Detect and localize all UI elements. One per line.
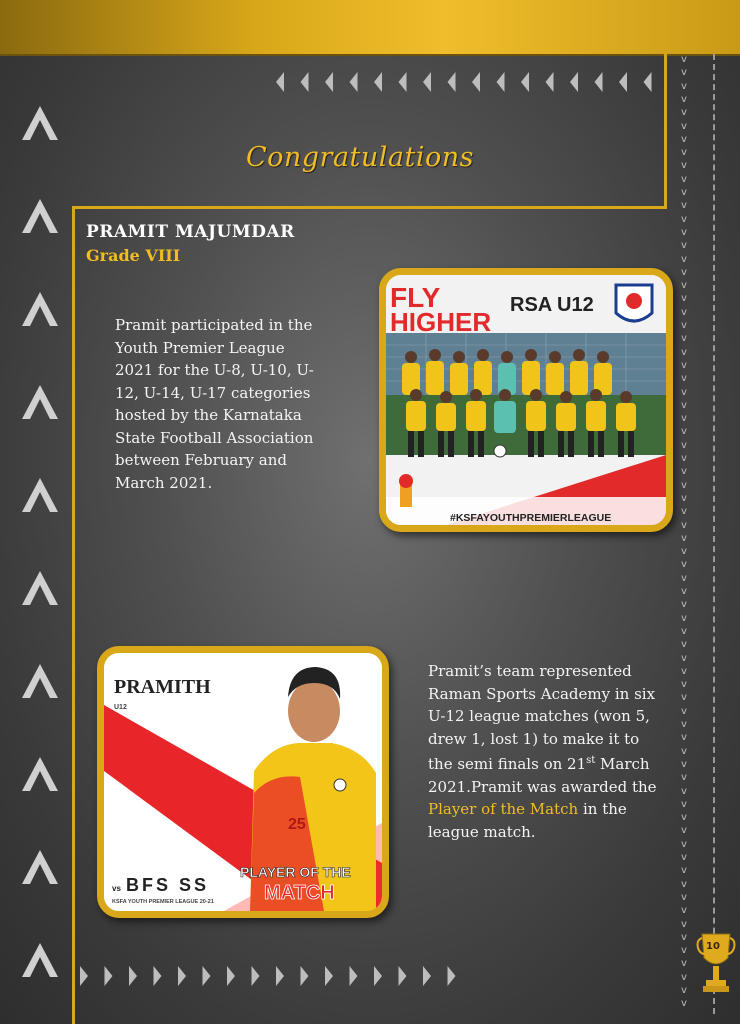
- down-chevron-icon: v: [681, 120, 687, 132]
- left-triangle-icon: [350, 72, 358, 92]
- left-triangle-icon: [619, 72, 627, 92]
- up-chevron-icon: [18, 751, 62, 795]
- down-chevron-icon: v: [681, 173, 687, 185]
- team-photo-image: [386, 275, 666, 525]
- left-triangle-icon: [546, 72, 554, 92]
- down-chevron-icon: v: [681, 320, 687, 331]
- down-chevron-icon: v: [681, 705, 687, 717]
- down-chevron-icon: v: [681, 413, 687, 425]
- down-chevron-icon: v: [681, 958, 687, 970]
- jersey-number: 25: [288, 816, 306, 833]
- down-chevron-icon: v: [681, 931, 687, 943]
- photo2-award-line-2: MATCH: [264, 882, 335, 904]
- down-chevron-icon: v: [681, 639, 687, 651]
- down-chevron-icon: v: [681, 293, 687, 305]
- right-triangle-icon: [154, 966, 162, 986]
- frame-line-top-vertical: [664, 54, 667, 208]
- left-triangle-icon: [644, 72, 652, 92]
- down-chevron-icon: v: [681, 359, 687, 371]
- club-crest-icon: [616, 285, 652, 321]
- left-triangle-icon: [423, 72, 431, 92]
- down-chevron-icon: v: [681, 852, 687, 863]
- page-number: 10: [706, 941, 720, 952]
- left-triangle-icon: [399, 72, 407, 92]
- down-chevron-icon: v: [681, 453, 687, 464]
- down-chevron-icon: v: [681, 772, 687, 784]
- down-chevron-icon: v: [681, 426, 687, 438]
- left-triangle-icon: [472, 72, 480, 92]
- down-chevron-icon: v: [681, 905, 687, 917]
- down-chevron-icon: v: [681, 785, 687, 797]
- down-chevron-icon: v: [681, 546, 687, 558]
- down-chevron-icon: v: [681, 213, 687, 225]
- down-chevron-icon: v: [681, 559, 687, 571]
- down-chevron-icon: v: [681, 652, 687, 664]
- right-triangle-icon: [276, 966, 284, 986]
- down-chevron-icon: v: [681, 665, 687, 677]
- down-chevron-icon: v: [681, 612, 687, 624]
- left-triangle-icon: [276, 72, 284, 92]
- frame-line-top-horizontal: [72, 206, 667, 209]
- left-triangle-icon: [521, 72, 529, 92]
- photo1-headline-2: HIGHER: [390, 307, 492, 337]
- down-chevron-icon: v: [681, 240, 687, 252]
- down-chevron-icon: v: [681, 732, 687, 744]
- right-triangle-icon: [227, 966, 235, 986]
- down-chevron-icon: v: [681, 280, 687, 292]
- down-chevron-icon: v: [681, 825, 687, 837]
- photo2-award-line-1: PLAYER OF THE: [240, 864, 351, 880]
- right-triangle-icon: [399, 966, 407, 986]
- up-chevron-icon: [18, 844, 62, 888]
- left-triangle-icon: [570, 72, 578, 92]
- right-dashed-line: [713, 54, 715, 1014]
- down-chevron-icon: v: [681, 679, 687, 691]
- player-of-match-highlight: Player of the Match: [428, 800, 579, 818]
- down-chevron-icon: v: [681, 187, 687, 198]
- down-chevron-icon: v: [681, 253, 687, 265]
- photo2-league: KSFA YOUTH PREMIER LEAGUE 20-21: [112, 899, 214, 905]
- down-chevron-icon: v: [681, 692, 687, 704]
- paragraph-achievement-text-1: Pramit’s team represented Raman Sports Academy in six U-12 league matches (won 5, drew 1, lost 1) to make it to the semi finals on 21: [428, 662, 656, 773]
- down-chevron-icon: v: [681, 466, 687, 478]
- right-triangle-icon: [105, 966, 113, 986]
- down-chevron-icon: v: [681, 532, 687, 544]
- down-chevron-icon: v: [681, 399, 687, 411]
- down-chevron-icon: v: [681, 758, 687, 770]
- photo2-age-group: U12: [114, 704, 127, 711]
- left-triangle-icon: [595, 72, 603, 92]
- student-grade: Grade VIII: [86, 246, 181, 265]
- left-triangle-icon: [325, 72, 333, 92]
- right-triangle-icon: [178, 966, 186, 986]
- team-photo: [379, 268, 673, 532]
- paragraph-achievement-text-3: in the league match.: [428, 800, 627, 841]
- down-chevron-icon: v: [681, 891, 687, 903]
- paragraph-achievement-text-2: March 2021.Pramit was awarded the: [428, 755, 657, 796]
- down-chevron-icon: v: [681, 200, 687, 212]
- down-chevron-icon: v: [681, 133, 687, 145]
- top-banner: [0, 0, 740, 56]
- right-triangle-icon: [203, 966, 211, 986]
- down-chevron-icon: v: [681, 985, 687, 996]
- down-chevron-icon: v: [681, 878, 687, 890]
- up-chevron-icon: [18, 286, 62, 330]
- right-triangle-icon: [374, 966, 382, 986]
- down-chevron-icon: v: [681, 865, 687, 877]
- right-triangle-icon: [423, 966, 431, 986]
- right-chevron-column: [678, 54, 694, 1014]
- photo2-player-name: PRAMITH: [114, 676, 211, 698]
- down-chevron-icon: v: [681, 386, 687, 398]
- paragraph-participation: Pramit participated in the Youth Premier League 2021 for the U-8, U-10, U-12, U-14, U-17 categories hosted by the Karnataka State Football Association between February and March 2021.: [115, 316, 314, 492]
- left-triangle-icon: [374, 72, 382, 92]
- down-chevron-icon: v: [681, 439, 687, 451]
- up-chevron-icon: [18, 193, 62, 237]
- paragraph-achievement: [428, 660, 668, 843]
- student-name: PRAMIT MAJUMDAR: [86, 222, 295, 242]
- down-chevron-icon: v: [681, 586, 687, 597]
- date-ordinal-suffix: st: [586, 755, 596, 766]
- down-chevron-icon: v: [681, 54, 687, 65]
- down-chevron-icon: v: [681, 306, 687, 318]
- left-triangle-icon: [301, 72, 309, 92]
- photo1-headline-1: FLY: [390, 282, 441, 313]
- right-triangle-icon: [301, 966, 309, 986]
- right-triangle-icon: [129, 966, 137, 986]
- down-chevron-icon: v: [681, 266, 687, 278]
- down-chevron-icon: v: [681, 599, 687, 611]
- down-chevron-icon: v: [681, 346, 687, 358]
- photo2-opponent: BFS SS: [126, 875, 210, 895]
- league-logo-icon: [399, 474, 413, 507]
- up-chevron-icon: [18, 379, 62, 423]
- photo1-team: RSA U12: [510, 294, 594, 316]
- down-chevron-icon: v: [681, 918, 687, 930]
- top-triangle-row: [274, 70, 664, 94]
- down-chevron-icon: v: [681, 838, 687, 850]
- down-chevron-icon: v: [681, 812, 687, 824]
- down-chevron-icon: v: [681, 492, 687, 504]
- down-chevron-icon: v: [681, 798, 687, 810]
- down-chevron-icon: v: [681, 998, 687, 1010]
- right-triangle-icon: [252, 966, 260, 986]
- down-chevron-icon: v: [681, 479, 687, 491]
- player-of-match-image: [104, 653, 382, 911]
- down-chevron-icon: v: [681, 519, 687, 531]
- down-chevron-icon: v: [681, 745, 687, 757]
- down-chevron-icon: v: [681, 333, 687, 345]
- left-triangle-icon: [497, 72, 505, 92]
- right-triangle-icon: [80, 966, 88, 986]
- down-chevron-icon: v: [681, 945, 687, 957]
- left-chevron-column: [18, 100, 62, 1000]
- down-chevron-icon: v: [681, 226, 687, 238]
- down-chevron-icon: v: [681, 93, 687, 105]
- down-chevron-icon: v: [681, 625, 687, 637]
- up-chevron-icon: [18, 565, 62, 609]
- down-chevron-icon: v: [681, 80, 687, 92]
- down-chevron-icon: v: [681, 107, 687, 119]
- right-triangle-icon: [448, 966, 456, 986]
- up-chevron-icon: [18, 472, 62, 516]
- down-chevron-icon: v: [681, 67, 687, 79]
- photo2-vs: vs: [112, 884, 121, 893]
- down-chevron-icon: v: [681, 160, 687, 172]
- down-chevron-icon: v: [681, 971, 687, 983]
- frame-line-left-vertical: [72, 206, 75, 1024]
- down-chevron-icon: v: [681, 719, 687, 730]
- photo1-hashtag: #KSFAYOUTHPREMIERLEAGUE: [450, 512, 612, 524]
- down-chevron-icon: v: [681, 373, 687, 385]
- right-triangle-icon: [350, 966, 358, 986]
- down-chevron-icon: v: [681, 147, 687, 159]
- player-of-match-photo: [97, 646, 389, 918]
- bottom-triangle-row: [78, 964, 468, 988]
- page-title: Congratulations: [245, 142, 475, 173]
- right-triangle-icon: [325, 966, 333, 986]
- up-chevron-icon: [18, 937, 62, 981]
- down-chevron-icon: v: [681, 506, 687, 518]
- up-chevron-icon: [18, 100, 62, 144]
- down-chevron-icon: v: [681, 572, 687, 584]
- up-chevron-icon: [18, 658, 62, 702]
- left-triangle-icon: [448, 72, 456, 92]
